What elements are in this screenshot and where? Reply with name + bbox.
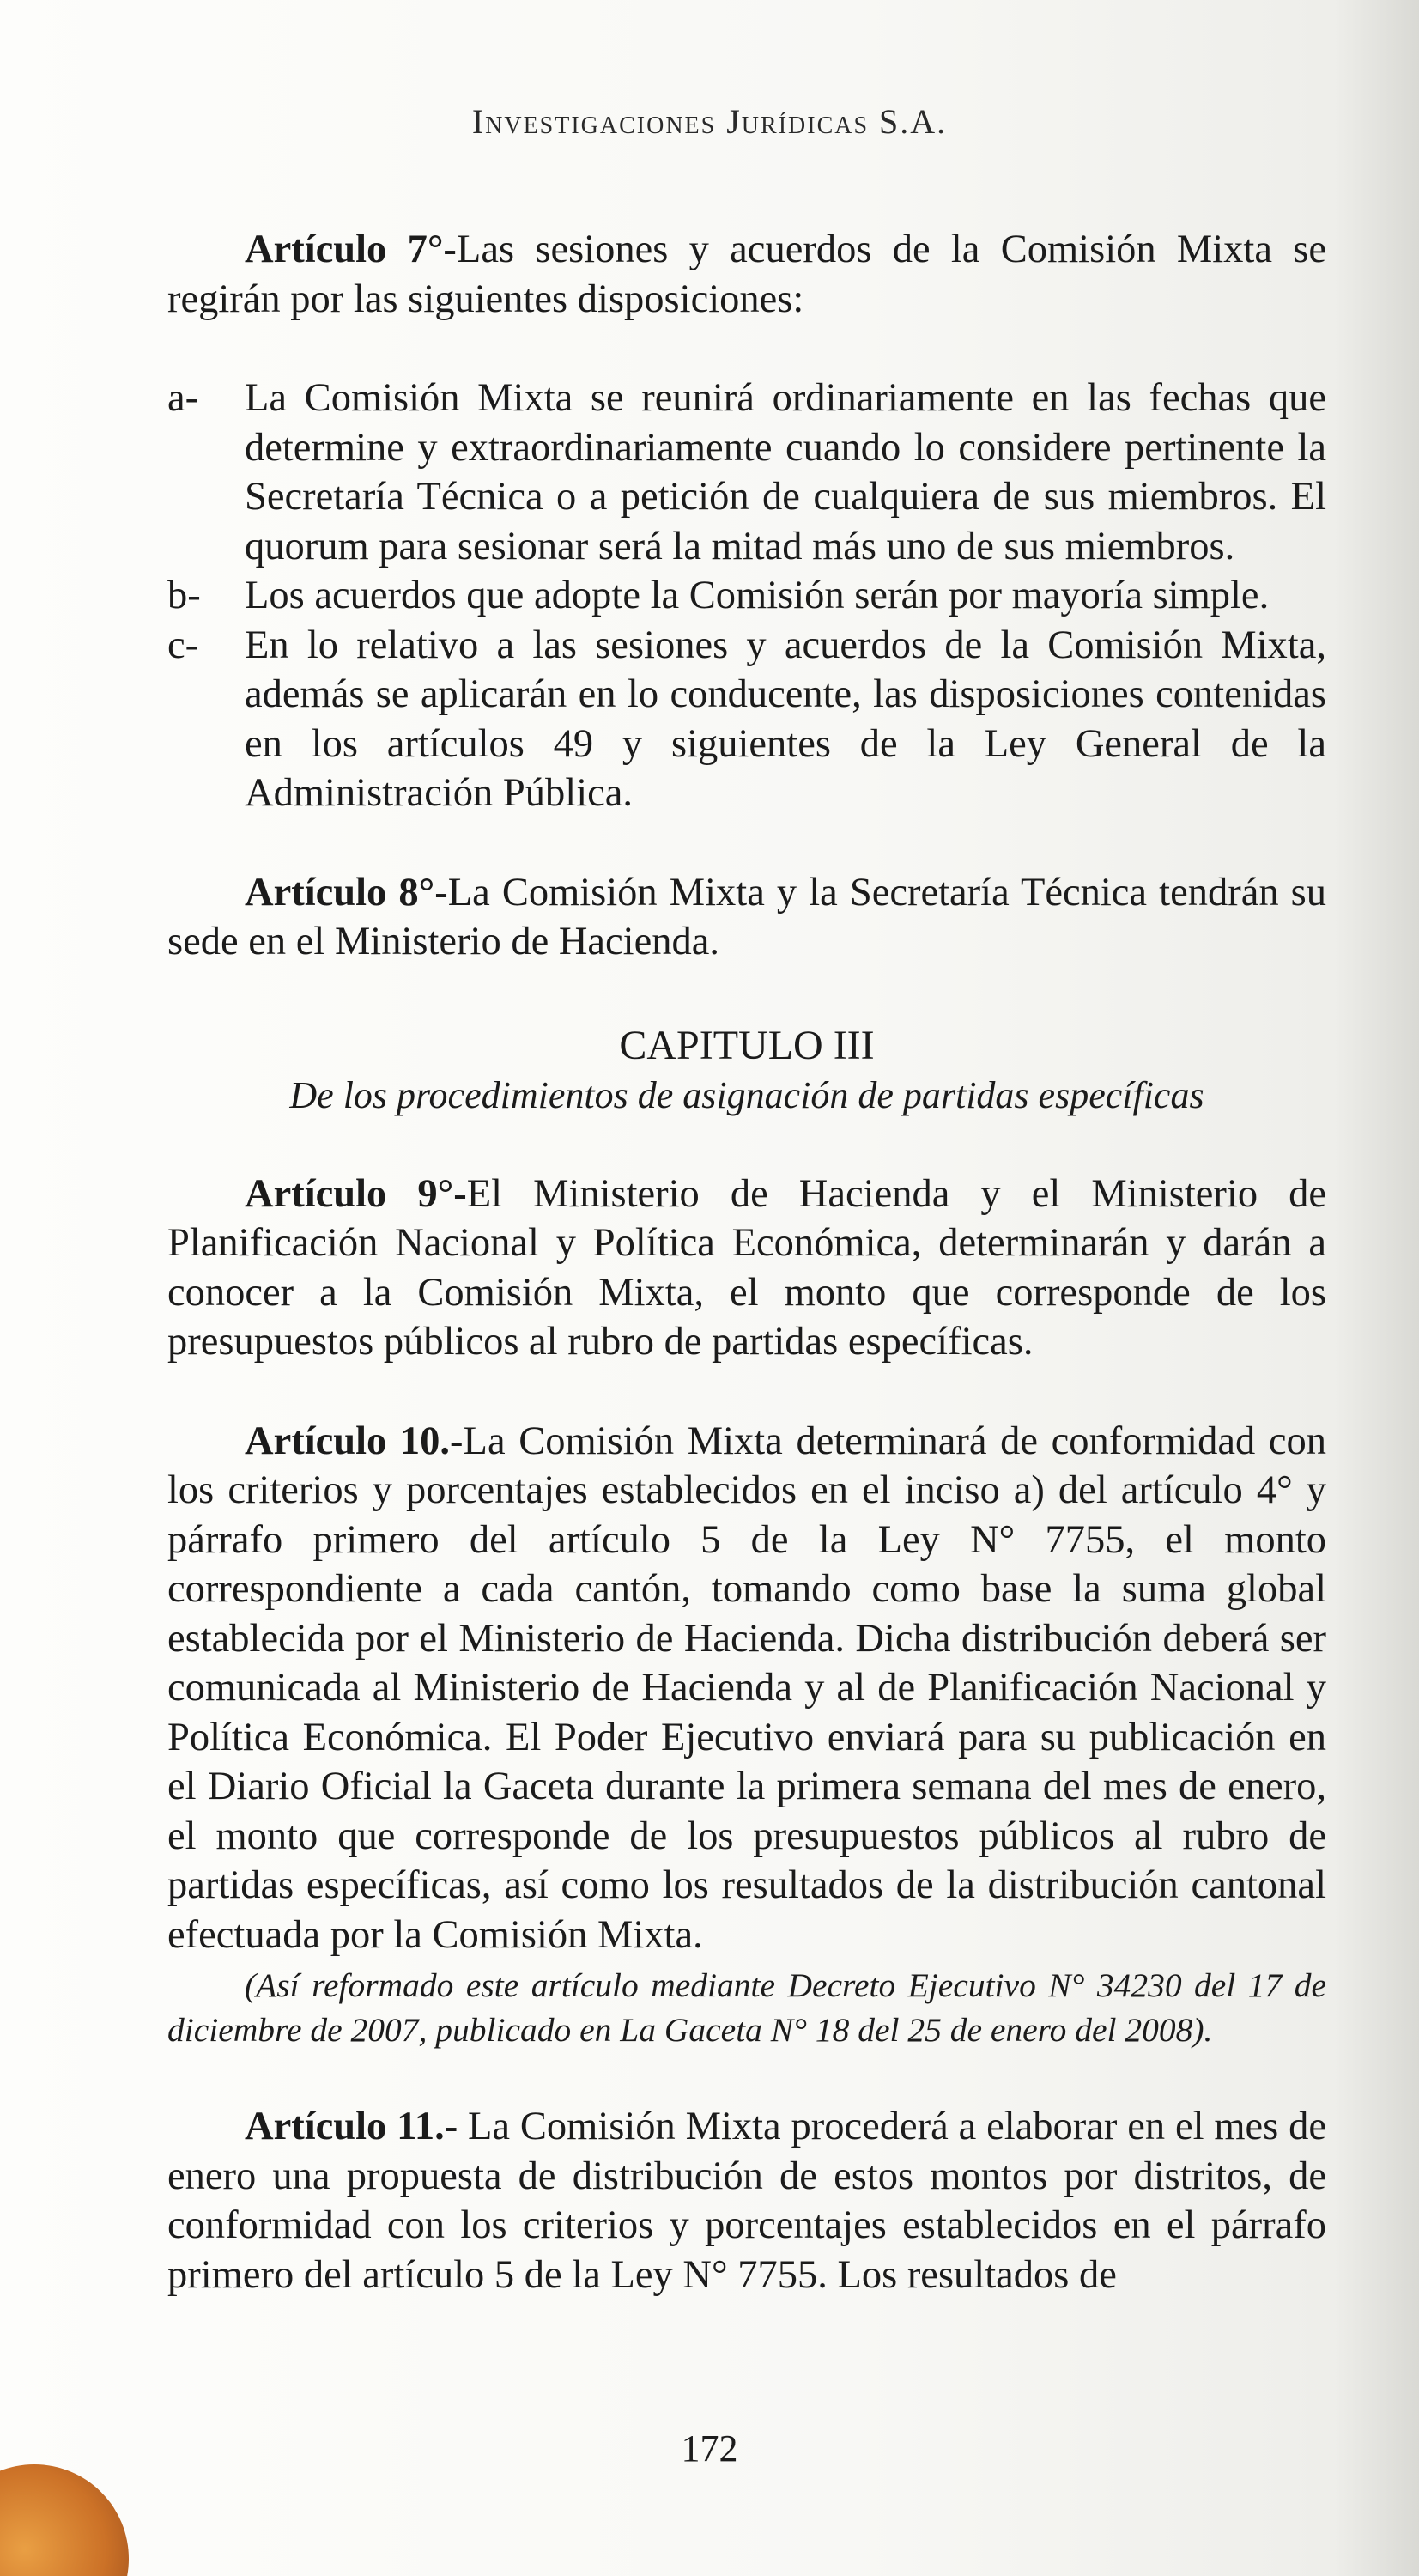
list-text-c: En lo relativo a las sesiones y acuerdos de la Comisión Mixta, además se aplicarán en lo conducente, las disposiciones contenidas en los artículos 49 y siguientes de la Ley General de la Administración Pública. xyxy=(245,623,1326,815)
article-10-reform-note: (Así reformado este artículo mediante Decreto Ejecutivo N° 34230 del 17 de diciembre de 2007, publicado en La Gaceta N° 18 del 25 de enero del 2008). xyxy=(167,1966,1326,2049)
list-item-c xyxy=(167,621,1326,818)
article-11-text: La Comisión Mixta procederá a elaborar en el mes de enero una propuesta de distribución de estos montos por distritos, de conformidad con los criterios y porcentajes establecidos en el párrafo primero del artículo 5 de la Ley N° 7755. Los resultados de xyxy=(167,2105,1326,2297)
article-11 xyxy=(167,2102,1326,2300)
article-10-label: Artículo 10.- xyxy=(245,1419,464,1463)
chapter-title: CAPITULO III xyxy=(619,1022,875,1068)
list-text-b: Los acuerdos que adopte la Comisión serán por mayoría simple. xyxy=(245,574,1270,617)
article-10-text: La Comisión Mixta determinará de conformidad con los criterios y porcentajes establecidos en el inciso a) del artículo 4° y párrafo primero del artículo 5 de la Ley N° 7755, el monto correspondiente a cada cantón, tomando como base la suma global establecida por el Ministerio de Hacienda. Dicha distribución deberá ser comunicada al Ministerio de Hacienda y al de Planificación Nacional y Política Económica. El Poder Ejecutivo enviará para su publicación en el Diario Oficial la Gaceta durante la primera semana del mes de enero, el monto que corresponde de los presupuestos públicos al rubro de partidas específicas, así como los resultados de la distribución cantonal efectuada por la Comisión Mixta. xyxy=(167,1419,1326,1957)
spacer xyxy=(167,1367,1326,1417)
article-8-text: La Comisión Mixta y la Secretaría Técnica tendrán su sede en el Ministerio de Hacienda. xyxy=(167,870,1326,963)
article-9-label: Artículo 9°- xyxy=(245,1171,467,1216)
chapter-subtitle: De los procedimientos de asignación de partidas específicas xyxy=(289,1073,1204,1116)
list-marker-a: a- xyxy=(167,376,199,420)
article-10 xyxy=(167,1417,1326,1960)
article-8 xyxy=(167,868,1326,967)
corner-thumb-shadow xyxy=(0,2464,129,2576)
list-text-a: La Comisión Mixta se reunirá ordinariamente en las fechas que determine y extraordinariamente cuando lo considere pertinente la Secretaría Técnica o a petición de cualquiera de sus miembros. El quorum para sesionar será la mitad más uno de sus miembros. xyxy=(245,376,1326,568)
article-7-text: Las sesiones y acuerdos de la Comisión Mixta se regirán por las siguientes disposiciones: xyxy=(167,228,1327,321)
article-9-text: El Ministerio de Hacienda y el Ministerio de Planificación Nacional y Política Económica, determinarán y darán a conocer a la Comisión Mixta, el monto que corresponde de los presupuestos públicos al rubro de partidas específicas. xyxy=(167,1171,1327,1364)
list-marker-c: c- xyxy=(167,623,199,667)
spacer xyxy=(167,818,1326,868)
list-item-a xyxy=(167,374,1326,571)
spacer xyxy=(167,1120,1326,1170)
spacer xyxy=(167,967,1326,1020)
article-7-list xyxy=(167,374,1326,818)
article-7-label: Artículo 7°- xyxy=(245,228,457,271)
article-7 xyxy=(167,225,1326,324)
article-8-label: Artículo 8°- xyxy=(245,870,448,914)
list-marker-b: b- xyxy=(167,574,201,617)
article-11-label: Artículo 11.- xyxy=(245,2105,458,2148)
list-item-b xyxy=(167,571,1326,621)
spacer xyxy=(167,2052,1326,2102)
running-header: Investigaciones Jurídicas S.A. xyxy=(471,102,948,141)
page-number: 172 xyxy=(681,2427,738,2470)
page-content xyxy=(167,225,1326,2300)
article-9 xyxy=(167,1170,1326,1367)
